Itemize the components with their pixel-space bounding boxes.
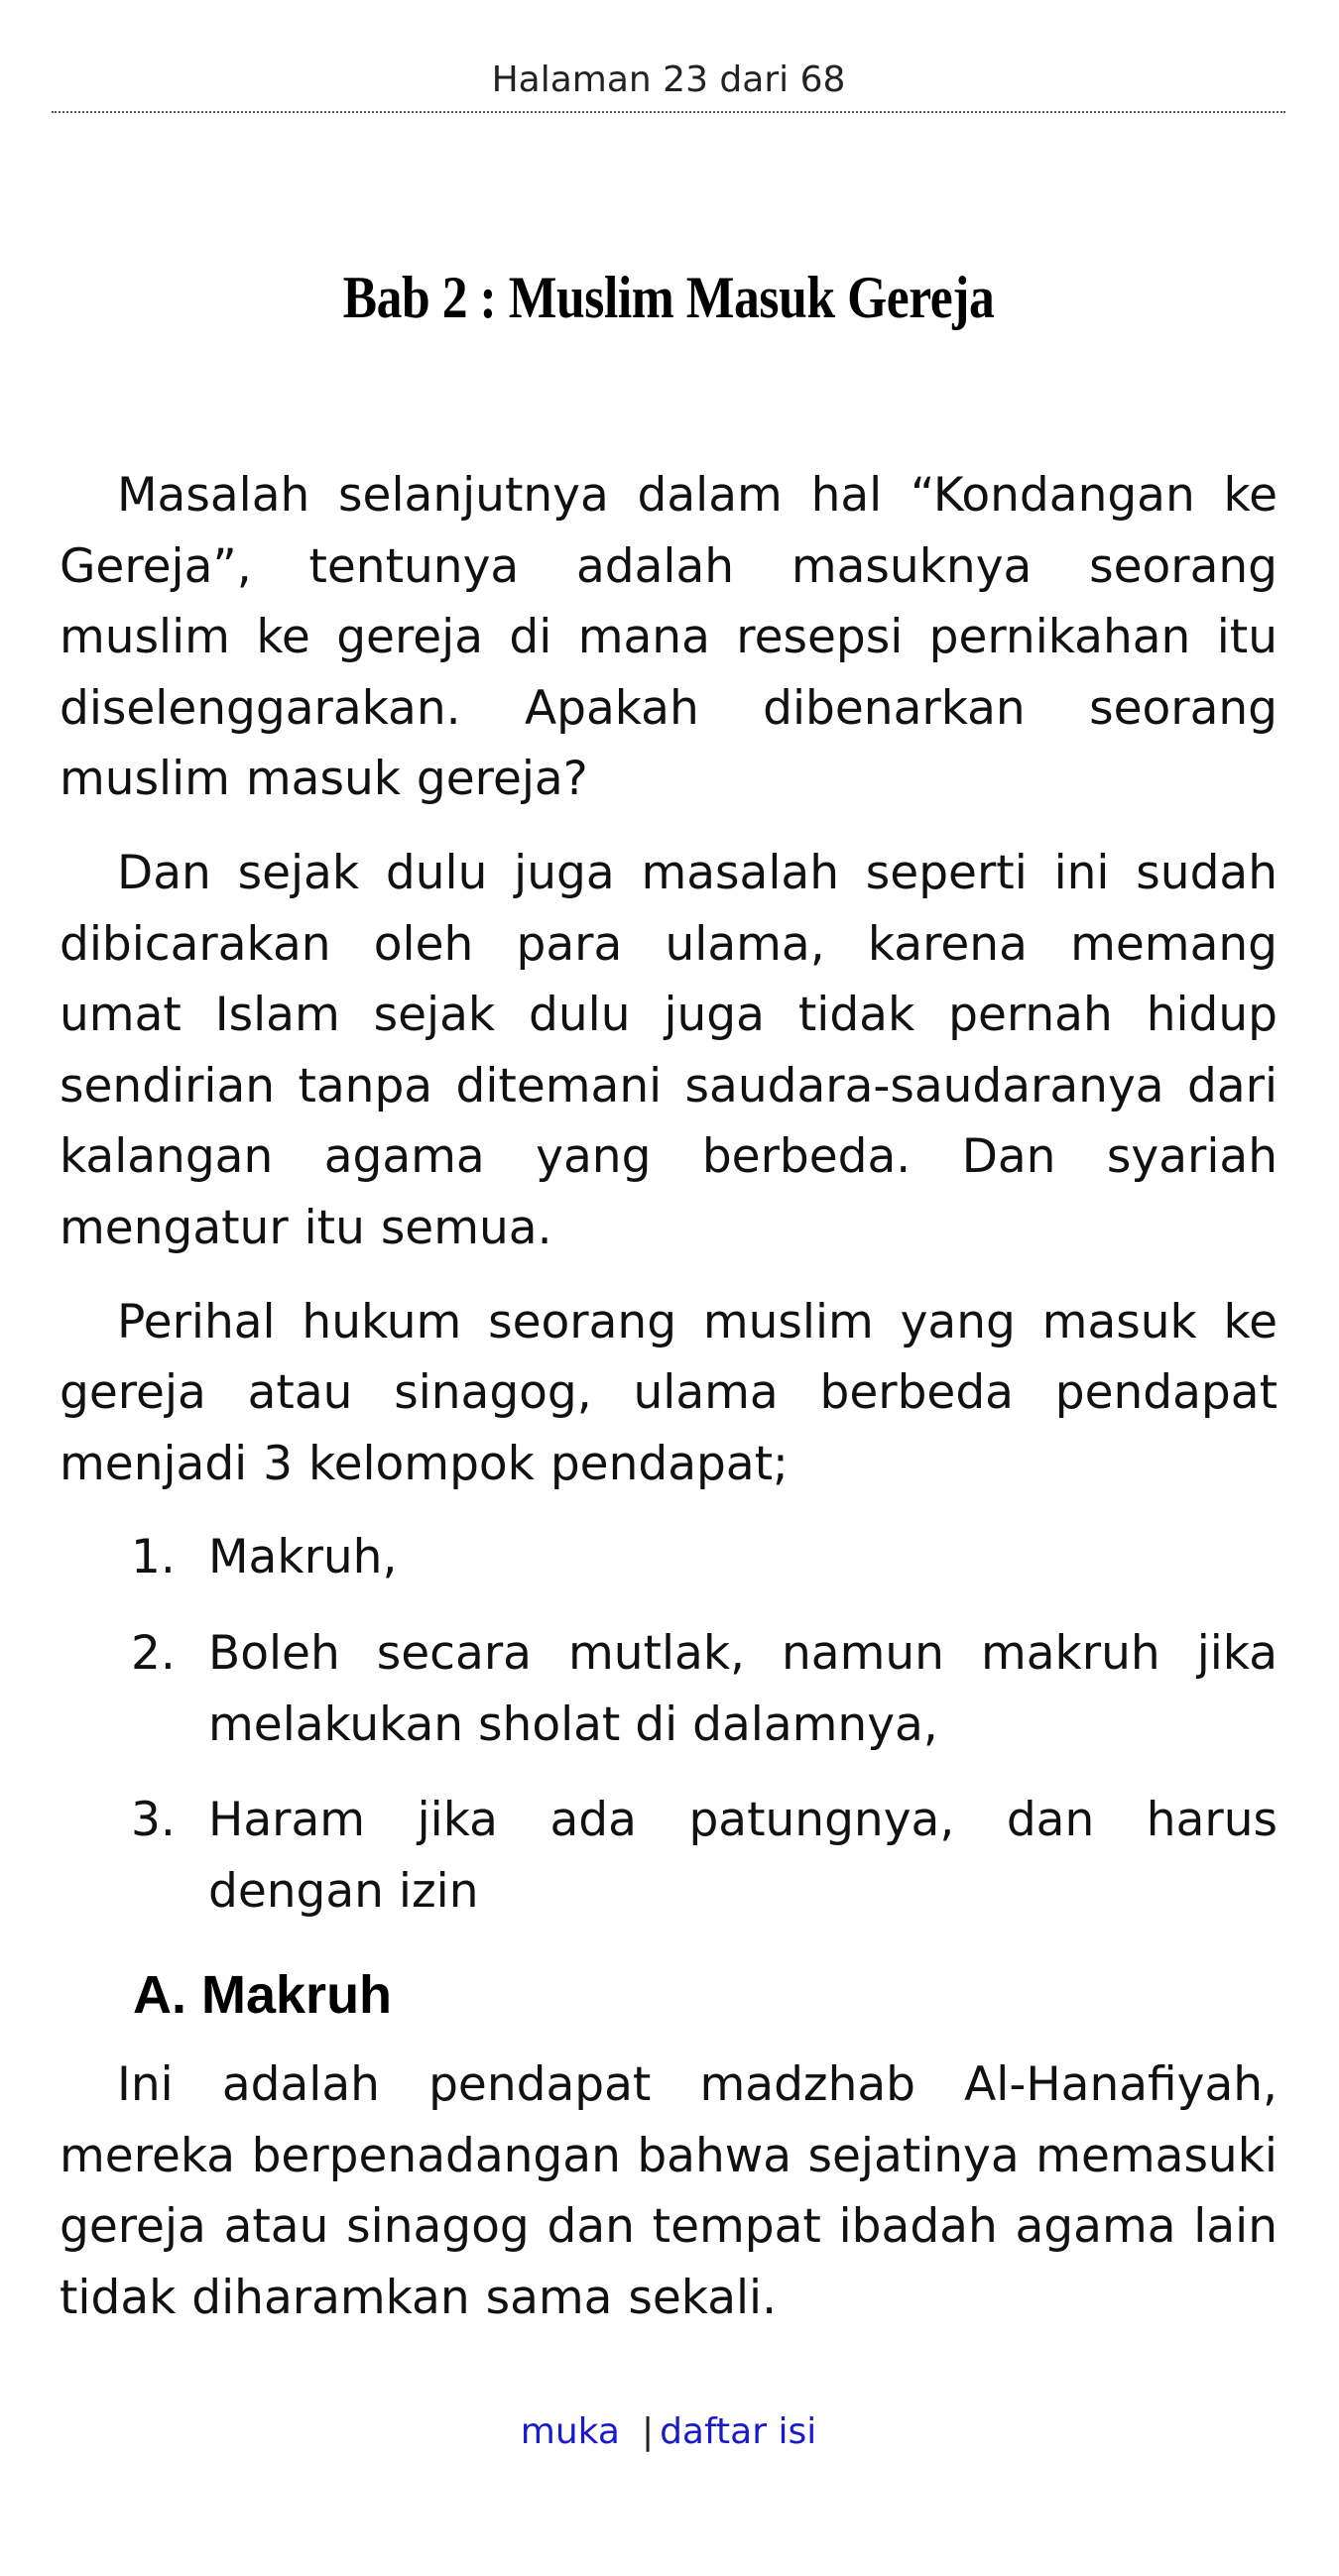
chapter-title: Bab 2 : Muslim Masuk Gereja: [342, 265, 995, 330]
home-link[interactable]: muka: [520, 2411, 620, 2452]
list-number: 1.: [131, 1530, 176, 1585]
list-item: [60, 1618, 1278, 1760]
paragraph-2: Dan sejak dulu juga masalah seperti ini sudah dibicarakan oleh para ulama, karena memang umat Islam sejak dulu juga tidak pernah hidup sendirian tanpa ditemani saudara-saudaranya dari kalangan agama yang berbeda. Dan syariah mengatur itu semua.: [60, 845, 1278, 1255]
list-number: 3.: [131, 1793, 176, 1848]
page-indicator: Halaman 23 dari 68: [491, 59, 846, 100]
list-number: 2.: [131, 1625, 176, 1681]
section-paragraph: Ini adalah pendapat madzhab Al-Hanafiyah, mereka berpenadangan bahwa sejatinya memasuki gereja atau sinagog dan tempat ibadah agama lain tidak diharamkan sama sekali.: [60, 2057, 1278, 2326]
list-item: [60, 1785, 1278, 1927]
footer-nav: [52, 2409, 1285, 2455]
list-item-text: Makruh,: [208, 1530, 398, 1585]
paragraph-3: Perihal hukum seorang muslim yang masuk ke gereja atau sinagog, ulama berbeda pendapat menjadi 3 kelompok pendapat;: [60, 1294, 1278, 1491]
main-content: [60, 460, 1278, 2357]
opinion-list: [60, 1522, 1278, 1927]
header-divider: [52, 111, 1285, 113]
list-item: [60, 1522, 1278, 1593]
list-item-text: Boleh secara mutlak, namun makruh jika melakukan sholat di dalamnya,: [208, 1625, 1278, 1752]
footer-separator: |: [641, 2411, 655, 2452]
section-heading: A. Makruh: [133, 1965, 393, 2026]
table-of-contents-link[interactable]: daftar isi: [660, 2411, 817, 2452]
paragraph-1: Masalah selanjutnya dalam hal “Kondangan ke Gereja”, tentunya adalah masuknya seorang muslim ke gereja di mana resepsi pernikahan itu diselenggarakan. Apakah dibenarkan seorang muslim masuk gereja?: [60, 468, 1278, 807]
list-item-text: Haram jika ada patungnya, dan harus dengan izin: [208, 1793, 1278, 1919]
